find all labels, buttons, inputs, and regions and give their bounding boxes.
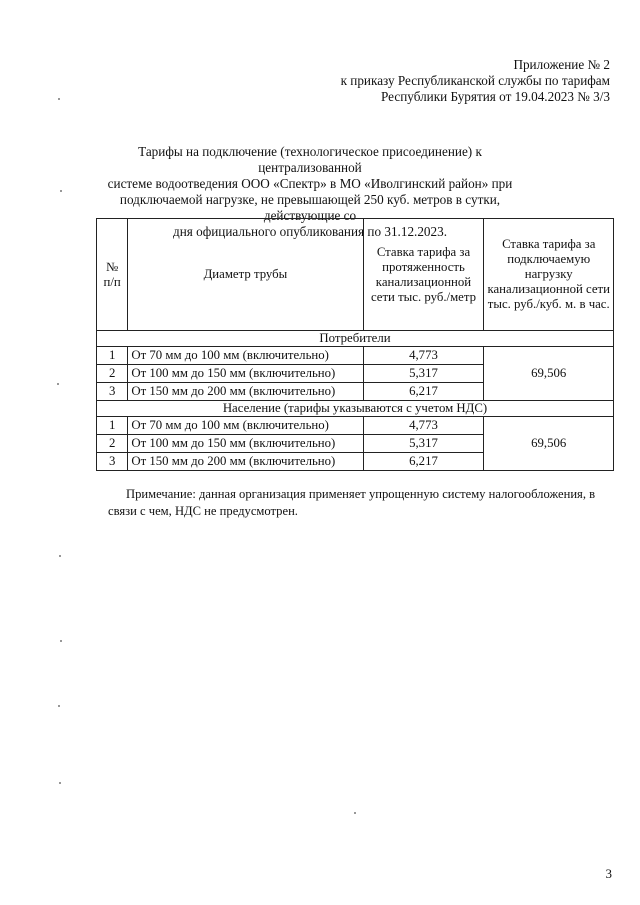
scan-speck <box>57 383 59 385</box>
appendix-header <box>341 57 610 105</box>
row-diameter: От 70 мм до 100 мм (включительно) <box>128 417 363 435</box>
row-diameter: От 150 мм до 200 мм (включительно) <box>128 383 363 401</box>
header-diameter: Диаметр трубы <box>128 219 363 331</box>
title-line-4: дня официального опубликования по 31.12.2023. <box>172 224 448 239</box>
appendix-order-ref: к приказу Республиканской службы по тарифам <box>340 73 610 88</box>
scan-speck <box>59 782 61 784</box>
table-header-row <box>97 219 614 331</box>
scan-speck <box>60 640 62 642</box>
appendix-order-date: Республики Бурятия от 19.04.2023 № 3/3 <box>381 89 610 104</box>
row-num: 3 <box>97 453 128 471</box>
row-num: 1 <box>97 417 128 435</box>
row-length-rate: 5,317 <box>363 365 484 383</box>
header-length-rate: Ставка тарифа за протяженность канализационной сети тыс. руб./метр <box>363 219 484 331</box>
section-load-rate: 69,506 <box>484 417 614 471</box>
section-title: Потребители <box>97 331 614 347</box>
header-load-rate: Ставка тарифа за подключаемую нагрузку канализационной сети тыс. руб./куб. м. в час. <box>484 219 614 331</box>
tariff-table <box>96 218 614 471</box>
scan-speck <box>58 98 60 100</box>
row-length-rate: 5,317 <box>363 435 484 453</box>
title-line-2: системе водоотведения ООО «Спектр» в МО «Иволгинский район» при <box>107 176 513 191</box>
section-row-consumers <box>97 331 614 347</box>
row-diameter: От 150 мм до 200 мм (включительно) <box>128 453 363 471</box>
row-num: 2 <box>97 365 128 383</box>
row-length-rate: 6,217 <box>363 383 484 401</box>
row-length-rate: 4,773 <box>363 347 484 365</box>
section-load-rate: 69,506 <box>484 347 614 401</box>
row-diameter: От 100 мм до 150 мм (включительно) <box>128 365 363 383</box>
row-num: 1 <box>97 347 128 365</box>
row-diameter: От 100 мм до 150 мм (включительно) <box>128 435 363 453</box>
row-length-rate: 6,217 <box>363 453 484 471</box>
row-num: 3 <box>97 383 128 401</box>
title-line-1: Тарифы на подключение (технологическое присоединение) к централизованной <box>138 144 482 175</box>
page-number: 3 <box>605 866 612 881</box>
header-num: № п/п <box>97 219 128 331</box>
scan-speck <box>58 705 60 707</box>
scan-speck <box>354 812 356 814</box>
table-row <box>97 417 614 435</box>
title-line-3: подключаемой нагрузке, не превышающей 250 куб. метров в сутки, действующие со <box>119 192 501 223</box>
scan-speck <box>59 555 61 557</box>
appendix-number: Приложение № 2 <box>513 57 610 72</box>
row-num: 2 <box>97 435 128 453</box>
tax-note: Примечание: данная организация применяет упрощенную систему налогообложения, в связи с чем, НДС не предусмотрен. <box>108 487 596 518</box>
row-diameter: От 70 мм до 100 мм (включительно) <box>128 347 363 365</box>
section-row-population <box>97 401 614 417</box>
table-row <box>97 347 614 365</box>
section-title: Население (тарифы указываются с учетом НДС) <box>97 401 614 417</box>
scan-speck <box>60 190 62 192</box>
row-length-rate: 4,773 <box>363 417 484 435</box>
